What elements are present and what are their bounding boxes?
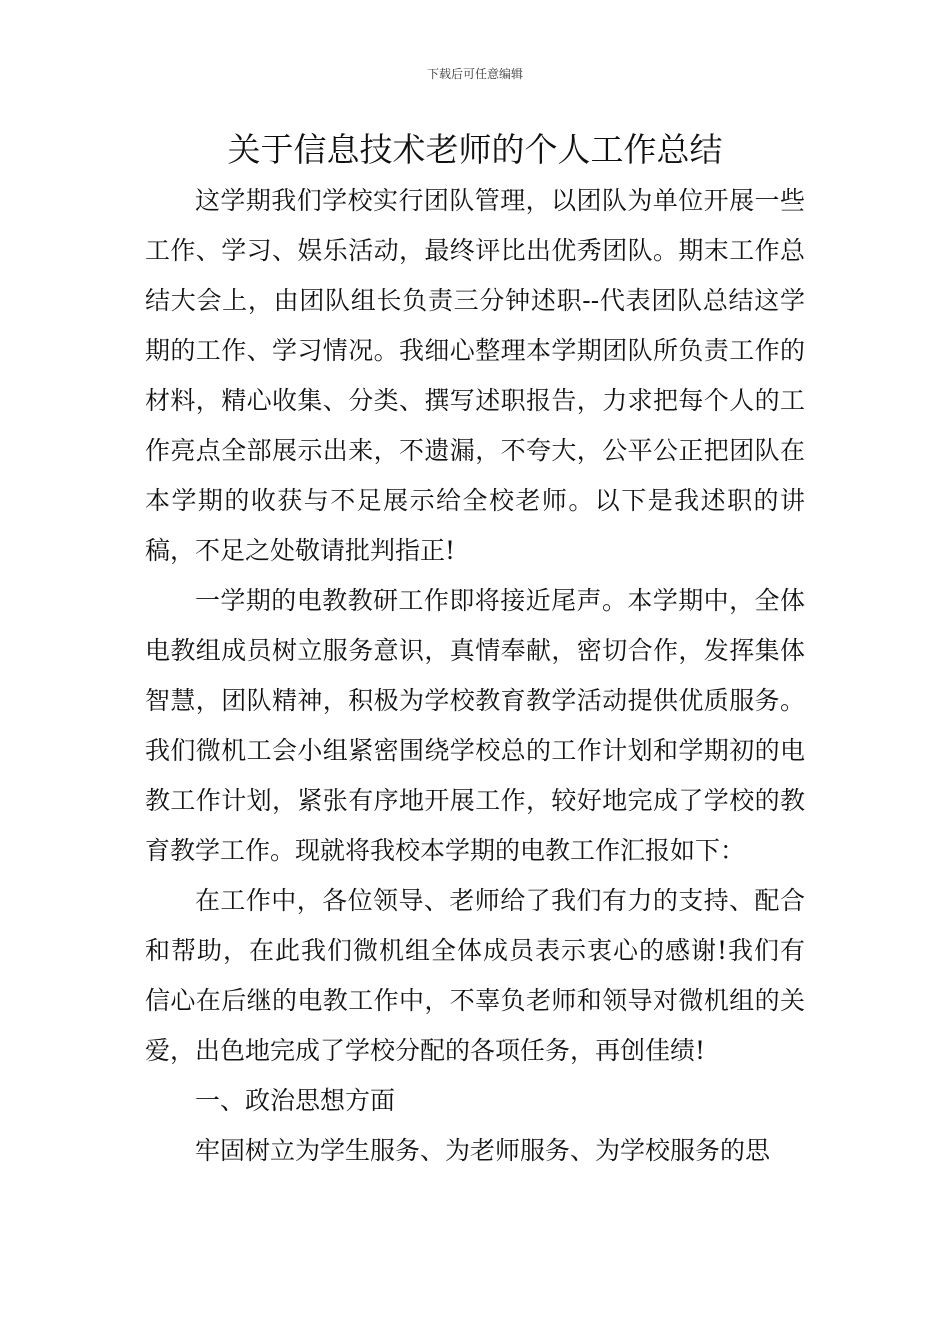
paragraph-semester: 一学期的电教教研工作即将接近尾声。本学期中，全体电教组成员树立服务意识，真情奉献，密切合作，发挥集体智慧，团队精神，积极为学校教育教学活动提供优质服务。我们微机工会小组紧密围绕学校总的工作计划和学期初的电教工作计划，紧张有序地开展工作，较好地完成了学校的教育教学工作。现就将我校本学期的电教工作汇报如下： — [145, 586, 805, 865]
paragraph-service: 牢固树立为学生服务、为老师服务、为学校服务的思 — [195, 1136, 771, 1165]
header-note: 下载后可任意编辑 — [426, 67, 523, 81]
paragraph-intro: 这学期我们学校实行团队管理，以团队为单位开展一些工作、学习、娱乐活动，最终评比出优秀团队。期末工作总结大会上，由团队组长负责三分钟述职--代表团队总结这学期的工作、学习情况。我细心整理本学期团队所负责工作的材料，精心收集、分类、撰写述职报告，力求把每个人的工作亮点全部展示出来，不遗漏，不夸大，公平公正把团队在本学期的收获与不足展示给全校老师。以下是我述职的讲稿，不足之处敬请批判指正! — [145, 186, 805, 565]
document-title: 关于信息技术老师的个人工作总结 — [227, 130, 723, 169]
document-body — [145, 176, 805, 1176]
paragraph-thanks: 在工作中，各位领导、老师给了我们有力的支持、配合和帮助，在此我们微机组全体成员表示衷心的感谢!我们有信心在后继的电教工作中，不辜负老师和领导对微机组的关爱，出色地完成了学校分配的各项任务，再创佳绩! — [145, 886, 805, 1065]
section-heading-politics: 一、政治思想方面 — [195, 1086, 396, 1115]
